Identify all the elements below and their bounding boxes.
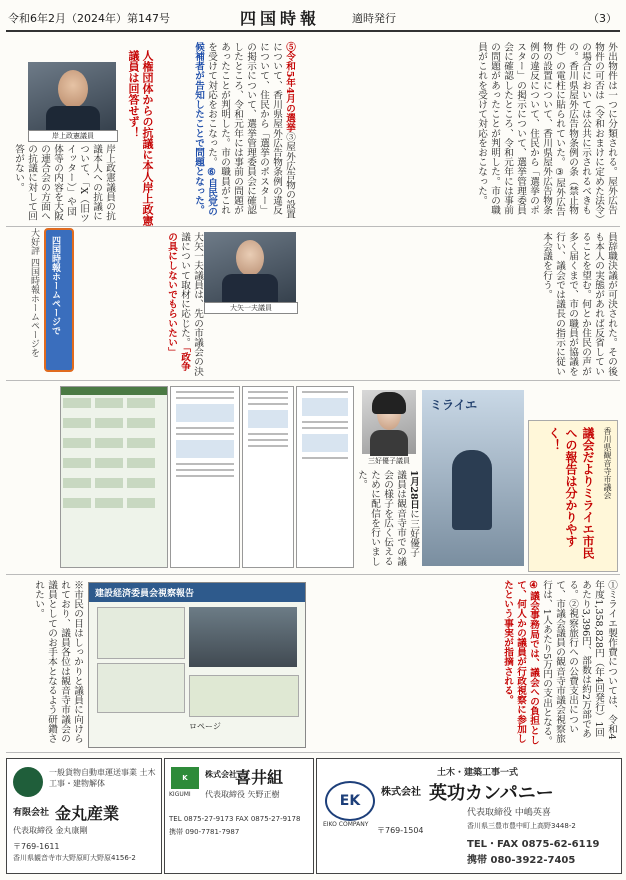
section-divider-1 [6, 226, 620, 227]
photo-caption-oya: 大矢一夫議員 [204, 302, 298, 314]
page-header [0, 0, 626, 38]
article-2-red-section: ⑤令和5年4月の選挙③屋外広告物の設置について、香川県屋外広告物条例の違反について、住民から「選挙のポスター」の掲示について、選挙管理委員会に確認したところ、令和元年には事前の問題があったことが判明した。市の職員がこれを受けて対応をおこなった。⑥自民党の候補者が告知したことで問題となった。 [193, 42, 295, 219]
document-scan-2 [242, 386, 294, 568]
article-6-text: ※市民の目はしっかりと議員に向けられており、議員各位は観音寺市議会の議員としてのお手本となるよう研鑽されたい。 [33, 580, 83, 744]
article-3-body: 員辞職決議が可決された。その後も本人の実態があれば反省していることを望む。何とか住民の声が多く届くまで、市の職員が協議を行い、議会では議長の指示に従い本会議を行う。 [541, 232, 617, 376]
photo-oya [204, 232, 296, 302]
inspection-report-title: 建設経済委員会視察報告 [89, 583, 305, 602]
photo-mirai-cover [422, 390, 524, 566]
eiko-logo-icon: EK [325, 781, 375, 821]
mirai-org: 香川県観音寺市議会 [603, 427, 612, 499]
article-5-text: ①ミライエ製作費については、令和4年度1,358,828円（年4回発行）1回あたり3,396円、部数は約2万部である。②視察旅行への公費支出について、市議会議員の観音寺市議会視察旅行は、1人あたり5万円の支出となる。④議会事務局では、議会への負担として、何人かの議員が行政視察に参加したという事実が指摘される。 [502, 580, 617, 746]
photo-caption-miyoshi: 三好優子議員 [368, 457, 410, 465]
article-4-text: 1月28日に三好優子議員は観音寺市での議会の様子を広く伝えるために配信を行いました。 [356, 470, 419, 566]
panel-footer-label: ロページ [189, 722, 221, 731]
newspaper-title: 四国時報 [240, 9, 321, 28]
ad-kiigumi: K KIGUMI 株式会社 喜井組 代表取締役 矢野正樹 TEL 0875-27-9173 FAX 0875-27-9178 携帯 090-7781-7987 [164, 758, 314, 874]
screenshot-table [60, 386, 168, 568]
photo-caption-kishigami: 岸上政憲議員 [28, 130, 118, 142]
section-divider-4 [6, 752, 620, 753]
meeting-photo [189, 607, 297, 667]
article-1-side-text: 岸上政憲議員の抗議本人への抗議について、「X（旧ツイッター）」や団体等の内容を大阪の連合会の方面への抗議に対して回答がない。 [13, 144, 115, 223]
article-3-side-text: 大矢一夫議員は、先の市議会の決議について取材に応じた。「政争の具にしないでもらいたい」 [166, 232, 203, 376]
ad-kanamaru: 一般貨物自動車運送事業 土木工事・建物解体 有限会社 金丸産業 代表取締役 金丸康剛 〒769-1611 香川県観音寺市大野原町大野原4156-2 [6, 758, 162, 874]
photo-kishigami [28, 62, 116, 130]
ad-eiko-company: 土木・建築工事一式 EK EIKO COMPANY 株式会社 英功カンパニー 代表取締役 中嶋英喜 〒769-1504 香川県三豊市豊中町上高野3448-2 TEL・FAX 0875-62-6119 携帯 080-3922-7405 [316, 758, 622, 874]
page-number: （3） [588, 12, 617, 25]
homepage-note: 大好評 四国時報ホームページを [29, 228, 39, 357]
article-2-body: 外出物件は一つに分類される。屋外広告物件の可否は（令和おまけに定めた法令）の場合においては公共に示されるべきもの。香川県屋外広告物条例の条（禁止物件）の電柱に貼られていた。③屋外広告物の設置について、香川県屋外広告物条例の違反について、住民から「選挙のポスター」の掲示について、選挙管理委員会に確認したところ、令和元年には事前の問題があったことが判明した。市の職員がこれを受けて対応をおこなった。 [476, 42, 617, 220]
mirai-cover-title: ミライエ [430, 398, 478, 412]
kiigumi-logo-icon: K [171, 767, 199, 789]
header-rule [6, 30, 620, 32]
publication-frequency: 適時発行 [352, 12, 396, 25]
issue-date: 令和6年2月（2024年）第147号 [8, 12, 170, 25]
document-scan-3 [296, 386, 354, 568]
section-divider-2 [6, 380, 620, 381]
headline-human-rights: 人権団体からの抗議に本人岸上政憲議員は回答せず！ [127, 50, 154, 226]
photo-miyoshi [362, 390, 416, 454]
homepage-callout: 四国時報ホームページで [44, 228, 74, 372]
section-divider-3 [6, 574, 620, 575]
inspection-report-panel [88, 582, 306, 748]
document-scan-1 [170, 386, 240, 568]
diagram-image [189, 675, 299, 717]
kanamaru-logo-icon [13, 767, 43, 797]
mirai-headline: 議会だよりミライエ市民への報告は分かりやすく！ [547, 427, 595, 559]
mirai-headline-box [528, 420, 618, 572]
